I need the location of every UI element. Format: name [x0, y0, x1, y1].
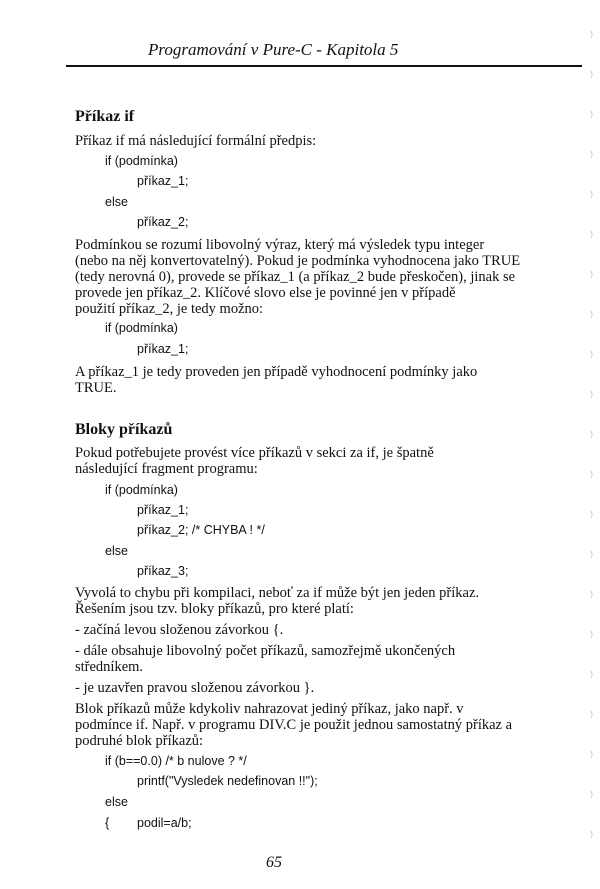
code-line: podil=a/b;	[137, 816, 192, 830]
code-line: else	[105, 544, 128, 558]
code-line: {	[105, 816, 110, 830]
code-line: příkaz_1;	[137, 503, 189, 517]
code-line: příkaz_1;	[137, 174, 189, 188]
text-line: TRUE.	[75, 380, 117, 396]
text-line: následující fragment programu:	[75, 461, 258, 477]
code-line: printf("Vysledek nedefinovan !!");	[137, 774, 318, 788]
code-line: if (podmínka)	[105, 483, 178, 497]
section-heading-prikaz-if: Příkaz if	[75, 108, 135, 125]
code-line: příkaz_1;	[137, 342, 189, 356]
text-line: použití příkaz_2, je tedy možno:	[75, 301, 264, 317]
text-line: Příkaz if má následující formální předpis:	[75, 133, 317, 149]
text-line: (nebo na něj konvertovatelný). Pokud je podmínka vyhodnocena jako TRUE	[75, 253, 521, 269]
text-line: podruhé blok příkazů:	[75, 733, 204, 749]
code-line: else	[105, 795, 128, 809]
text-line: Podmínkou se rozumí libovolný výraz, který má výsledek typu integer	[75, 237, 485, 253]
code-line: if (b==0.0) /* b nulove ? */	[105, 754, 247, 768]
code-line: if (podmínka)	[105, 321, 178, 335]
section-heading-bloky-prikazu: Bloky příkazů	[75, 421, 173, 438]
text-line: Pokud potřebujete provést více příkazů v sekci za if, je špatně	[75, 445, 434, 461]
text-line: Blok příkazů může kdykoliv nahrazovat jediný příkaz, jako např. v	[75, 701, 464, 717]
text-line: podmínce if. Např. v programu DIV.C je použit jednou samostatný příkaz a	[75, 717, 513, 733]
code-line: if (podmínka)	[105, 154, 178, 168]
scan-edge-marks: ) ) ) ) ) ) ) ) ) ) ) ) ) ) ) ) ) ) ) ) )	[590, 30, 594, 839]
text-line: (tedy nerovná 0), provede se příkaz_1 (a příkaz_2 bude přeskočen), jinak se	[75, 269, 516, 285]
text-line: středníkem.	[75, 659, 144, 675]
code-line: else	[105, 195, 128, 209]
code-line: příkaz_2;	[137, 215, 189, 229]
code-line: příkaz_3;	[137, 564, 189, 578]
text-line: Vyvolá to chybu při kompilaci, neboť za if může být jen jeden příkaz.	[75, 585, 480, 601]
text-line: Řešením jsou tzv. bloky příkazů, pro které platí:	[75, 601, 354, 617]
list-item: - dále obsahuje libovolný počet příkazů, samozřejmě ukončených	[75, 643, 456, 659]
header-rule	[66, 65, 582, 67]
text-line: A příkaz_1 je tedy proveden jen případě vyhodnocení podmínky jako	[75, 364, 478, 380]
page-number: 65	[266, 854, 282, 871]
running-head: Programování v Pure-C - Kapitola 5	[148, 40, 399, 59]
text-line: provede jen příkaz_2. Klíčové slovo else je povinné jen v případě	[75, 285, 456, 301]
code-line: příkaz_2; /* CHYBA ! */	[137, 523, 265, 537]
list-item: - je uzavřen pravou složenou závorkou }.	[75, 680, 315, 696]
list-item: - začíná levou složenou závorkou {.	[75, 622, 284, 638]
